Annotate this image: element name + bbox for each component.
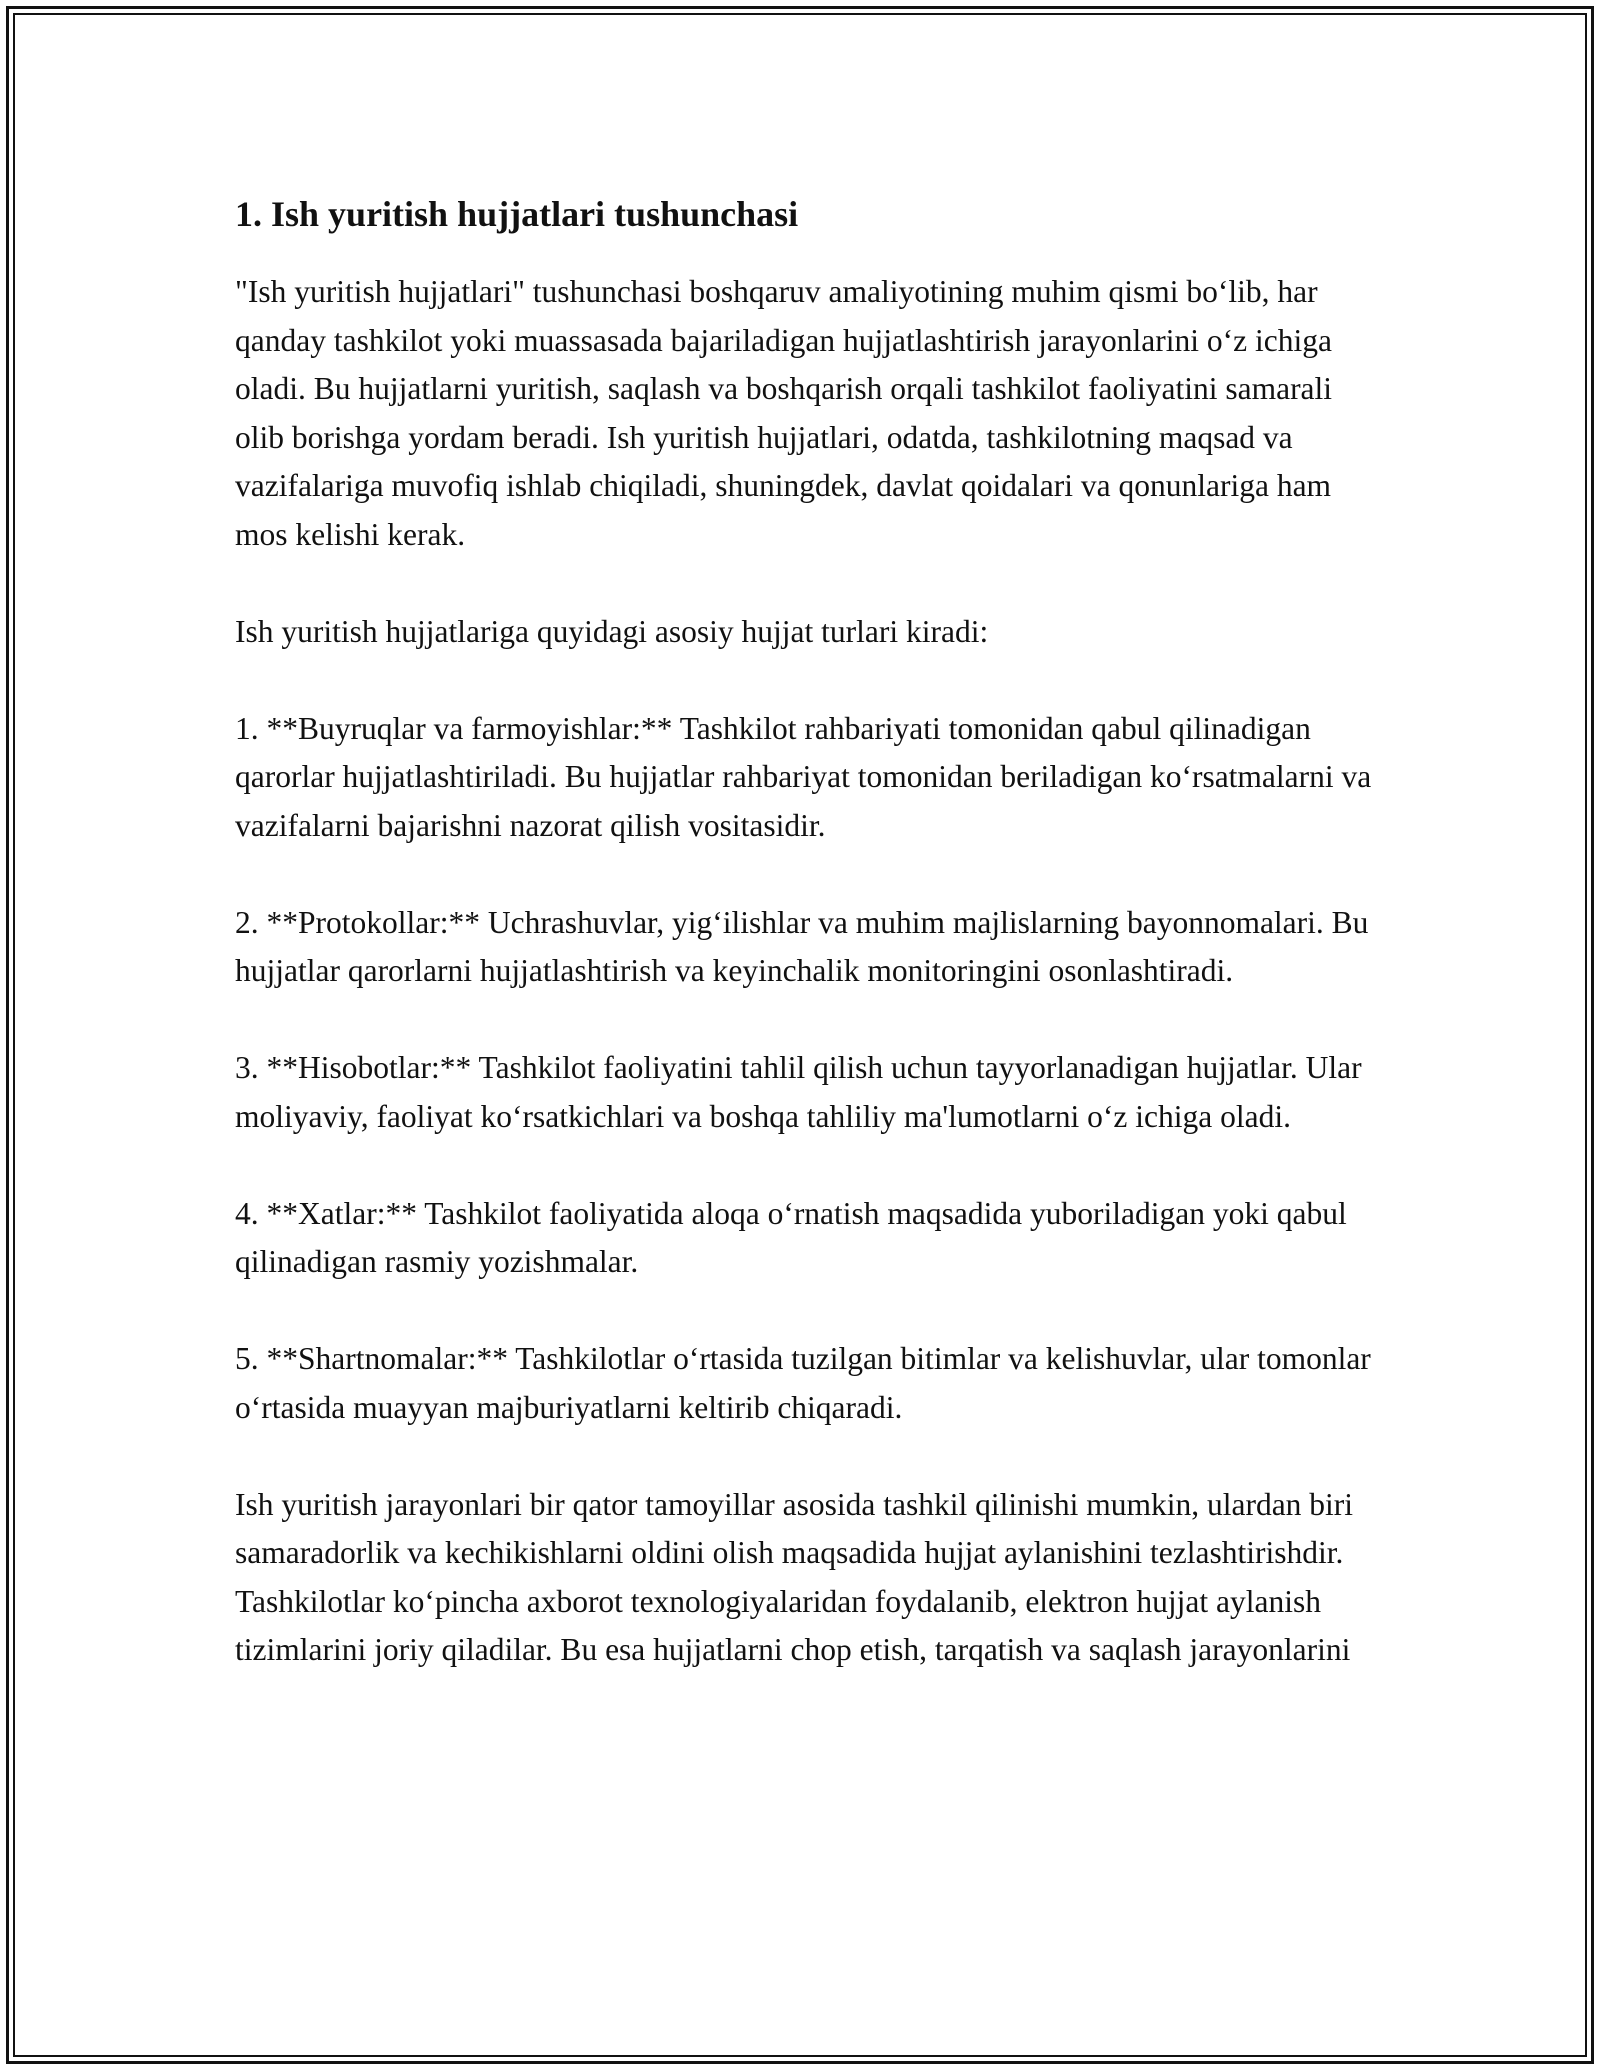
document-body <box>235 190 1375 1675</box>
list-item-orders: 1. **Buyruqlar va farmoyishlar:** Tashkilot rahbariyati tomonidan qabul qilinadigan qarorlar hujjatlashtiriladi. Bu hujjatlar rahbariyat tomonidan beriladigan ko‘rsatmalarni va vazifalarni bajarishni nazorat qilish vositasidir. <box>235 710 1372 843</box>
list-item-reports: 3. **Hisobotlar:** Tashkilot faoliyatini tahlil qilish uchun tayyorlanadigan hujjatlar. Ular moliyaviy, faoliyat ko‘rsatkichlari va boshqa tahliliy ma'lumotlarni o‘z ichiga oladi. <box>235 1050 1362 1134</box>
list-item-contracts: 5. **Shartnomalar:** Tashkilotlar o‘rtasida tuzilgan bitimlar va kelishuvlar, ular tomonlar o‘rtasida muayyan majburiyatlarni keltirib chiqaradi. <box>235 1341 1371 1425</box>
intro-paragraph: "Ish yuritish hujjatlari" tushunchasi boshqaruv amaliyotining muhim qismi bo‘lib, har qanday tashkilot yoki muassasada bajariladigan hujjatlashtirish jarayonlarini o‘z ichiga oladi. Bu hujjatlarni yuritish, saqlash va boshqarish orqali tashkilot faoliyatini samarali olib borishga yordam beradi. Ish yuritish hujjatlari, odatda, tashkilotning maqsad va vazifalariga muvofiq ishlab chiqiladi, shuningdek, davlat qoidalari va qonunlariga ham mos kelishi kerak. <box>235 274 1333 552</box>
list-item-protocols: 2. **Protokollar:** Uchrashuvlar, yig‘ilishlar va muhim majlislarning bayonnomalari. Bu hujjatlar qarorlarni hujjatlashtirish va keyinchalik monitoringini osonlashtiradi. <box>235 904 1369 988</box>
section-heading: 1. Ish yuritish hujjatlari tushunchasi <box>235 194 799 234</box>
principles-paragraph: Ish yuritish jarayonlari bir qator tamoyillar asosida tashkil qilinishi mumkin, ulardan biri samaradorlik va kechikishlarni oldini olish maqsadida hujjat aylanishini tezlashtirishdir. Tashkilotlar ko‘pincha axborot texnologiyalaridan foydalanib, elektron hujjat aylanish tizimlarini joriy qiladilar. Bu esa hujjatlarni chop etish, tarqatish va saqlash jarayonlarini <box>235 1486 1354 1667</box>
types-intro-paragraph: Ish yuritish hujjatlariga quyidagi asosiy hujjat turlari kiradi: <box>235 613 989 649</box>
list-item-letters: 4. **Xatlar:** Tashkilot faoliyatida aloqa o‘rnatish maqsadida yuboriladigan yoki qabul qilinadigan rasmiy yozishmalar. <box>235 1195 1347 1279</box>
